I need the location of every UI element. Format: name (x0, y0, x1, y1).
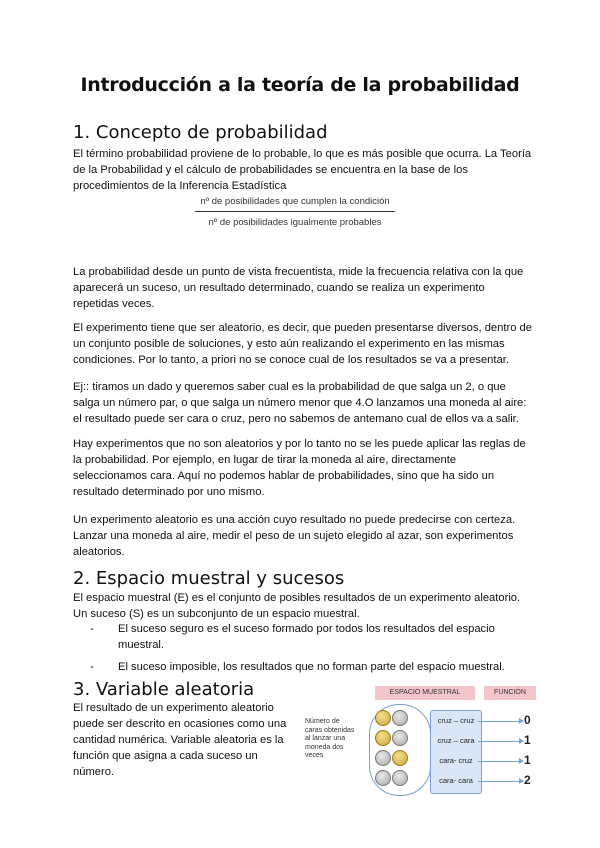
coin-icon (392, 750, 408, 766)
arrow-icon (478, 781, 522, 782)
formula-denominator: nº de posibilidades igualmente probables (208, 217, 382, 228)
function-value: 2 (524, 773, 531, 787)
arrow-icon (478, 721, 522, 722)
paragraph: El experimento tiene que ser aleatorio, es decir, que pueden presentarse diversos, dentro de un conjunto posible de soluciones, y esto aún realizando el experimento en las mismas condiciones. Por lo tanto, a priori no se conoce cual de los resultados se va a presentar. (73, 322, 532, 366)
result-label: cruz – cara (437, 736, 475, 745)
paragraph: El término probabilidad proviene de lo probable, lo que es más posible que ocurra. La Teoría de la Probabilidad y el cálculo de probabilidades se encuentra en la base de los procedimientos de la Inferencia Estadística (73, 148, 532, 192)
result-label: cara- cruz (439, 756, 473, 765)
function-header: FUNCIÓN (484, 686, 536, 700)
result-label: cara- cara (439, 776, 473, 785)
section-heading-concepto: 1. Concepto de probabilidad (73, 122, 328, 143)
function-value: 1 (524, 753, 531, 767)
function-value: 1 (524, 733, 531, 747)
function-value: 0 (524, 713, 531, 727)
coin-icon (375, 730, 391, 746)
arrow-icon (478, 761, 522, 762)
formula-numerator: nº de posibilidades que cumplen la condición (195, 196, 395, 212)
coin-icon (375, 710, 391, 726)
random-variable-diagram (305, 680, 545, 795)
paragraph: Ej:: tiramos un dado y queremos saber cual es la probabilidad de que salga un 2, o que salga un número par, o que salga un número menor que 4.O lanzamos una moneda al aire: el resultado puede ser cara o cruz, pero no sabemos de antemano cual de ellos va a salir. (73, 381, 527, 425)
diagram-side-label: Número de caras obtenidas al lanzar una moneda dos veces (305, 718, 355, 759)
section-heading-espacio: 2. Espacio muestral y sucesos (73, 568, 345, 589)
list-item: - El suceso imposible, los resultados que no forman parte del espacio muestral. (90, 659, 530, 675)
paragraph: El resultado de un experimento aleatorio puede ser descrito en ocasiones como una cantidad numérica. Variable aleatoria es la función que asigna a cada suceso un número. (73, 702, 287, 778)
sample-space-header: ESPACIO MUESTRAL (375, 686, 475, 700)
list-item: - El suceso seguro es el suceso formado por todos los resultados del espacio muestral. (90, 621, 530, 653)
coin-icon (392, 730, 408, 746)
paragraph: La probabilidad desde un punto de vista frecuentista, mide la frecuencia relativa con la que aparecerá un suceso, un resultado determinado, cuando se realiza un experimento repetidas veces. (73, 266, 524, 310)
probability-formula (195, 196, 395, 228)
result-label: cruz – cruz (437, 716, 475, 725)
coin-icon (375, 770, 391, 786)
coin-icon (375, 750, 391, 766)
section-heading-variable: 3. Variable aleatoria (73, 679, 255, 700)
page-title: Introducción a la teoría de la probabilidad (80, 74, 520, 96)
paragraph: Hay experimentos que no son aleatorios y por lo tanto no se les puede aplicar las reglas de la probabilidad. Por ejemplo, en lugar de tirar la moneda al aire, directamente seleccionamos cara. Aquí no podemos hablar de probabilidades, sino que ha sido un resultado determinado por uno mismo. (73, 438, 526, 498)
coin-icon (392, 710, 408, 726)
coin-icon (392, 770, 408, 786)
bullet-list (90, 621, 530, 681)
arrow-icon (478, 741, 522, 742)
paragraph: Un experimento aleatorio es una acción cuyo resultado no puede predecirse con certeza. Lanzar una moneda al aire, medir el peso de un sujeto elegido al azar, son experimentos aleatorios. (73, 514, 516, 558)
paragraph: El espacio muestral (E) es el conjunto de posibles resultados de un experimento aleatorio. Un suceso (S) es un subconjunto de un espacio muestral. (73, 592, 521, 620)
